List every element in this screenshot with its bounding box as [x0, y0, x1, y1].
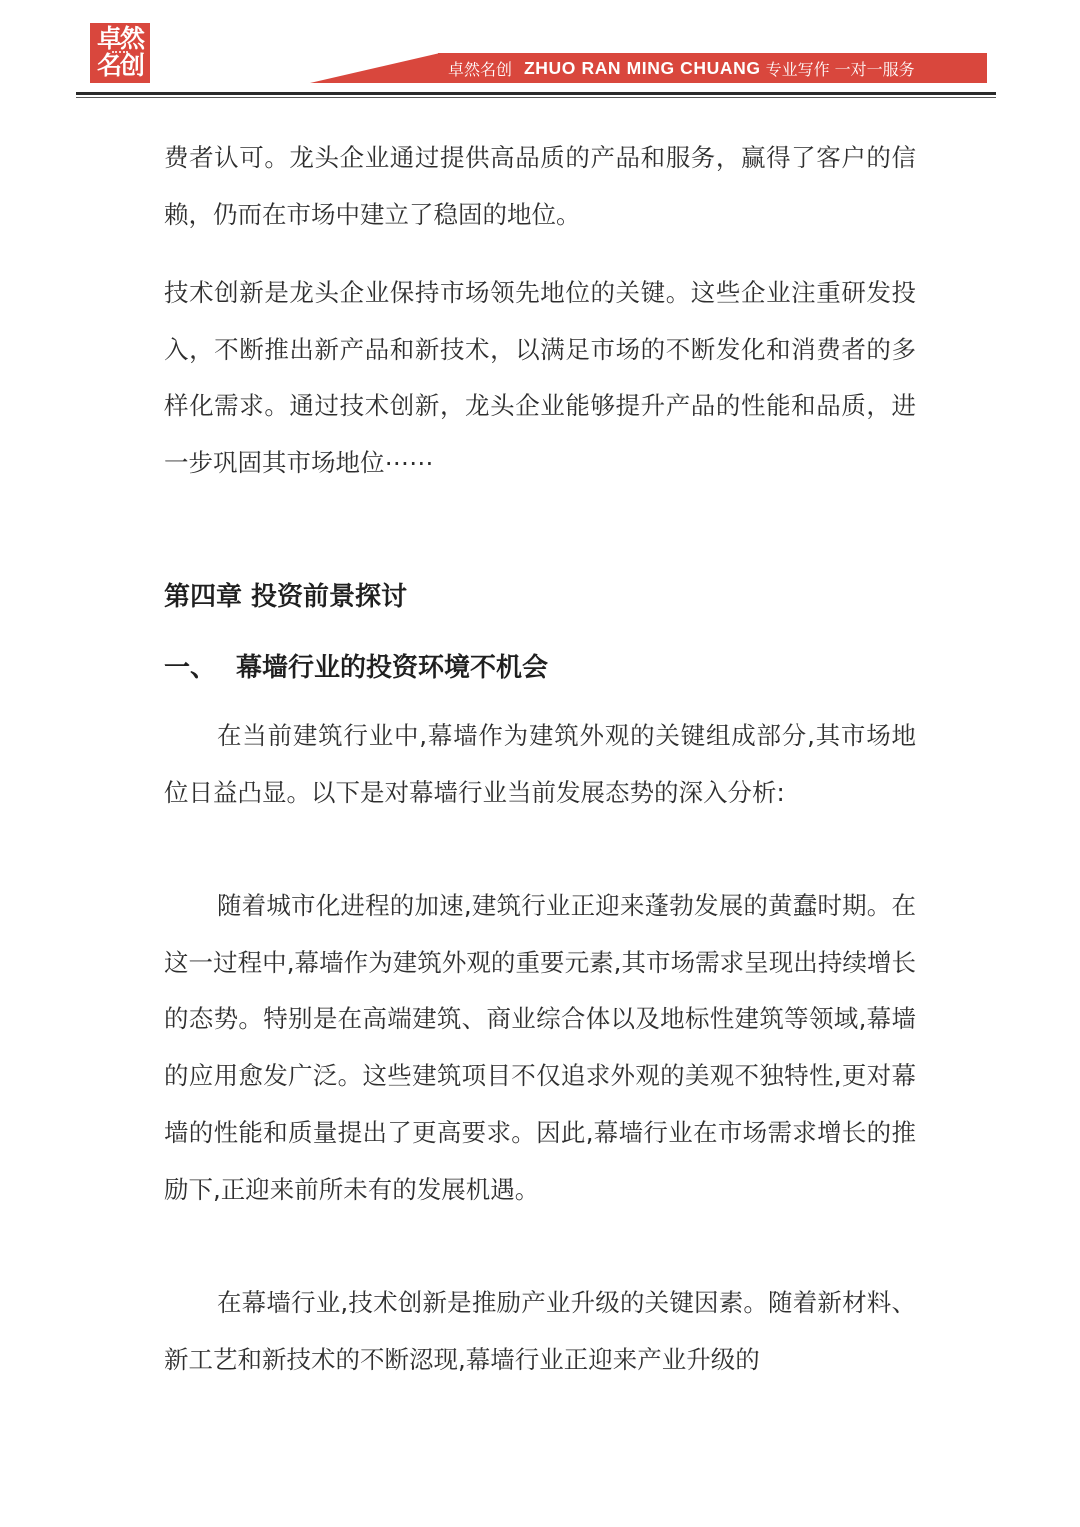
paragraph-market-demand: 随着城市化进程的加速,建筑行业正迎来蓬勃发展的黄蠢时期。在这一过程中,幕墙作为建筑外观的重要元素,其市场需求呈现出持续增长的态势。特别是在高端建筑、商业综合体以及地标性建筑等领域,幕墙的应用愈发广泛。这些建筑项目不仅追求外观的美观不独特性,更对幕墙的性能和质量提出了更高要求。因此,幕墙行业在市场需求增长的推励下,正迎来前所未有的发展机遇。: [164, 891, 916, 1204]
banner-brand-pinyin: ZHUO RAN MING CHUANG: [524, 57, 761, 78]
paragraph-continued: 费者认可。龙头企业通过提供高品质的产品和服务，赢得了客户的信赖，仍而在市场中建立了稳固的地位。: [164, 143, 916, 229]
header-rule-thick: [76, 92, 996, 95]
header-banner: [438, 53, 987, 83]
paragraph-intro: 在当前建筑行业中,幕墙作为建筑外观的关键组成部分,其市场地位日益凸显。以下是对幕墙行业当前发展态势的深入分析:: [164, 721, 916, 807]
section-title: 幕墙行业的投资环境不机会: [236, 653, 549, 683]
paragraph-tech-innovation: 技术创新是龙头企业保持市场领先地位的关键。这些企业注重研发投入，不断推出新产品和新技术，以满足市场的不断发化和消费者的多样化需求。通过技术创新，龙头企业能够提升产品的性能和品质，进一步巩固其市场地位⋯⋯: [164, 278, 916, 478]
header-banner-wedge: [310, 53, 440, 83]
section-heading: [164, 651, 548, 685]
banner-service-slogan: 专业写作 一对一服务: [765, 59, 915, 79]
chapter-title: 第四章 投资前景探讨: [164, 582, 408, 612]
header-rule-thin: [76, 97, 996, 98]
section-number: 一、: [164, 653, 217, 683]
logo-text-top: 卓然: [96, 24, 143, 53]
brand-logo: [90, 23, 150, 83]
banner-brand-name: 卓然名创: [448, 59, 513, 79]
paragraph-industry-upgrade: 在幕墙行业,技术创新是推励产业升级的关键因素。随着新材料、新工艺和新技术的不断涊现,幕墙行业正迎来产业升级的: [164, 1288, 916, 1374]
logo-text-bottom: 名创: [96, 51, 143, 80]
